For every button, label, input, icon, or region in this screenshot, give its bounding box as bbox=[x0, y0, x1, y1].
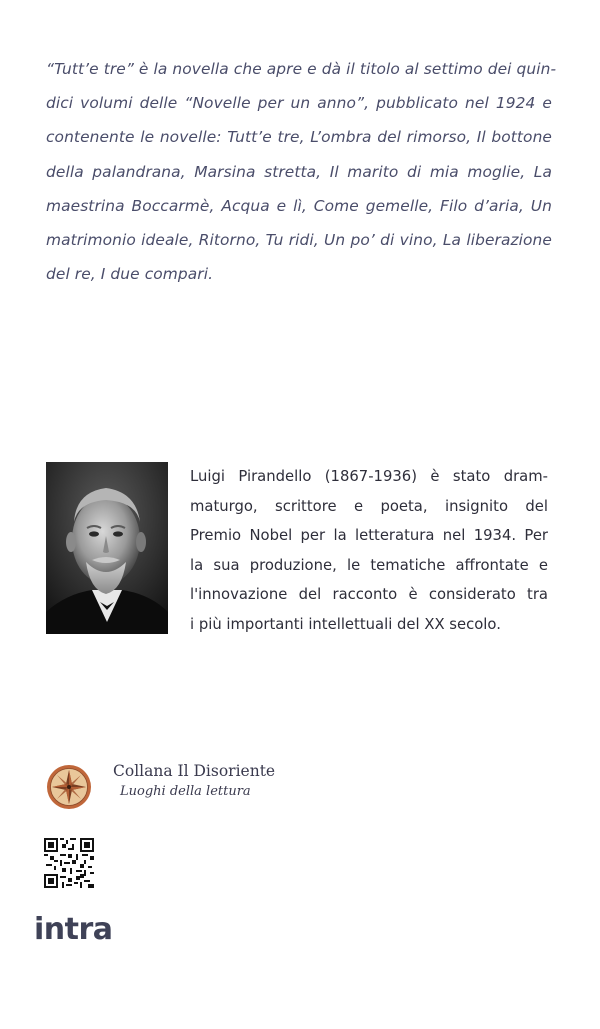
compass-rose-icon bbox=[46, 764, 92, 810]
blurb-line: “Tutt’e tre” è la novella che apre e dà il titolo al settimo dei quin- bbox=[46, 60, 557, 78]
blurb-line: del re, I due compari. bbox=[46, 265, 214, 284]
blurb-line: dici volumi delle “Novelle per un anno”, pubblicato nel 1924 e bbox=[46, 94, 552, 113]
bio-line: i più importanti intellettuali del XX secolo. bbox=[190, 615, 501, 633]
blurb-line: della palandrana, Marsina stretta, Il marito di mia moglie, La bbox=[46, 162, 552, 181]
author-portrait bbox=[46, 462, 168, 634]
qr-code-icon bbox=[44, 838, 94, 888]
bio-line: Premio Nobel per la letteratura nel 1934. Per bbox=[190, 527, 548, 544]
blurb-line: matrimonio ideale, Ritorno, Tu ridi, Un po’ di vino, La liberazione bbox=[46, 231, 552, 250]
blurb-line: contenente le novelle: Tutt’e tre, L’ombra del rimorso, Il bottone bbox=[46, 128, 552, 147]
author-bio bbox=[190, 462, 548, 639]
bio-line: maturgo, scrittore e poeta, insignito del bbox=[190, 497, 548, 515]
bio-line: la sua produzione, le tematiche affrontate e bbox=[190, 556, 548, 574]
publisher-logo: intra bbox=[34, 912, 113, 947]
series-subtitle: Luoghi della lettura bbox=[120, 784, 251, 799]
bio-line: Luigi Pirandello (1867-1936) è stato dram- bbox=[190, 468, 548, 485]
blurb-line: maestrina Boccarmè, Acqua e lì, Come gemelle, Filo d’aria, Un bbox=[46, 196, 552, 215]
series-title: Collana Il Disoriente bbox=[113, 762, 276, 780]
bio-line: l'innovazione del racconto è considerato tra bbox=[190, 586, 548, 603]
book-blurb bbox=[46, 52, 557, 291]
